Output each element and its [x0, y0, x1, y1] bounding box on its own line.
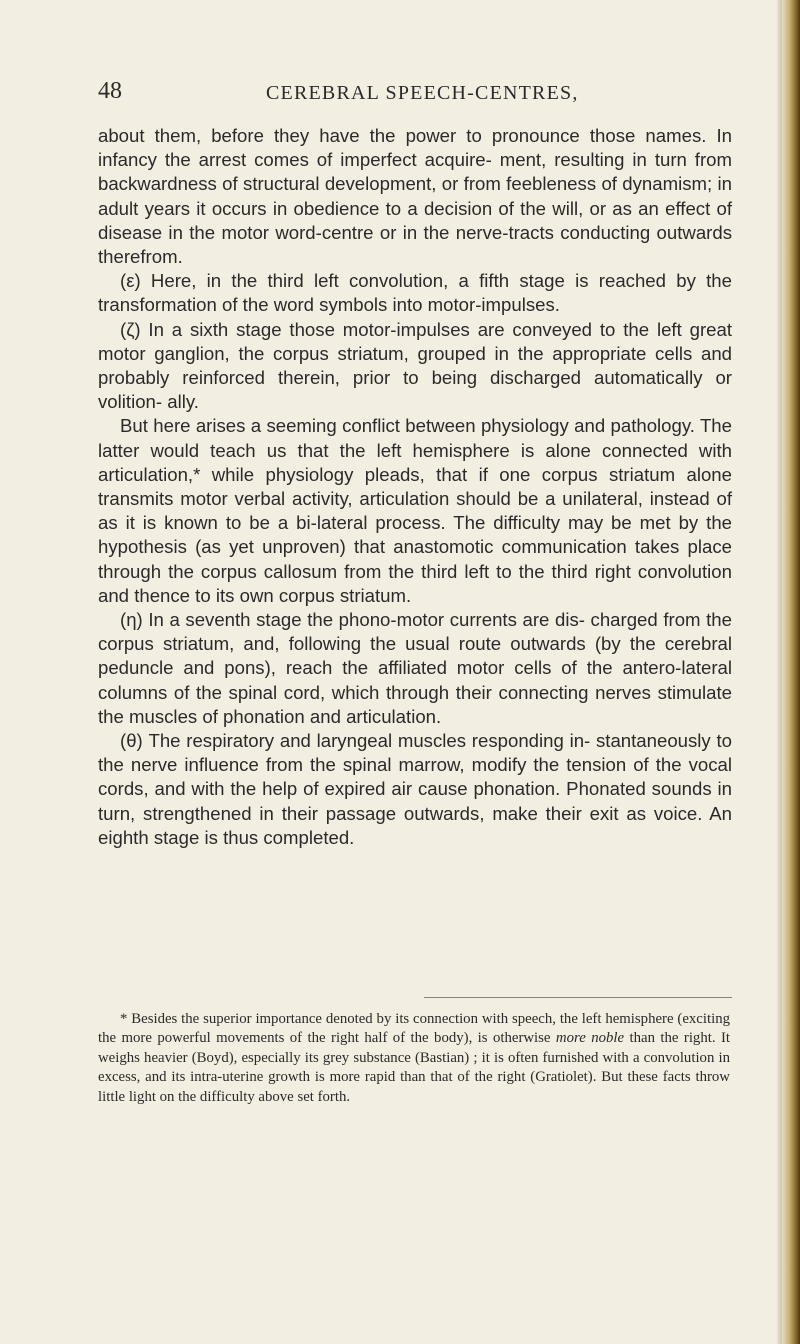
paragraph: (ε) Here, in the third left convolution, a fifth stage is reached by the transformation of the word symbols into motor-impulses. — [98, 270, 732, 316]
paragraph: about them, before they have the power to pronounce those names. In infancy the arrest comes of imperfect acquire- ment, resulting in turn from backwardness of structural development, or from feebleness of dynamism; in adult years it occurs in obedience to a decision of the will, or as an effect of disease in the motor word-centre or in the nerve-tracts conducting outwards therefrom. — [98, 125, 732, 268]
footnote-divider — [424, 997, 732, 998]
paragraph: (θ) The respiratory and laryngeal muscles responding in- stantaneously to the nerve influence from the spinal marrow, modify the tension of the vocal cords, and with the help of expired air cause phonation. Phonated sounds in turn, strengthened in their passage outwards, make their exit as voice. An eighth stage is thus completed. — [98, 730, 732, 848]
page-header — [98, 78, 738, 118]
book-spine — [782, 0, 800, 1344]
footnote-italic: more noble — [555, 1030, 625, 1047]
running-title: CEREBRAL SPEECH-CENTRES, — [266, 82, 579, 104]
paragraph: (η) In a seventh stage the phono-motor currents are dis- charged from the corpus striatum, and, following the usual route outwards (by the cerebral peduncle and pons), reach the affiliated motor cells of the antero-lateral columns of the spinal cord, which through their connecting nerves stimulate the muscles of phonation and articulation. — [98, 609, 732, 727]
footnote-text: * Besides the superior importance denoted by its connection with speech, the left hemisphere (exciting the more powerful movements of the right half of the body), is otherwise — [98, 1011, 730, 1047]
paragraph: But here arises a seeming conflict between physiology and pathology. The latter would teach us that the left hemisphere is alone connected with articulation,* while physiology pleads, that if one corpus striatum alone transmits motor verbal activity, articulation should be a unilateral, instead of as it is known to be a bi-lateral process. The difficulty may be met by the hypothesis (as yet unproven) that anastomotic communication takes place through the corpus callosum from the third left to the third right convolution and thence to its own corpus striatum. — [98, 415, 732, 606]
page-number: 48 — [98, 78, 122, 104]
footnote — [98, 1010, 730, 1107]
footnote-text: than the right. It weighs heavier (Boyd), especially its grey substance (Bastian) ; it is often furnished with a convolution in excess, and its intra-uterine growth is more rapid than that of the right (Gratiolet). But these facts throw little light on the difficulty above set forth. — [98, 1030, 730, 1105]
body-text — [98, 124, 732, 850]
paragraph: (ζ) In a sixth stage those motor-impulses are conveyed to the left great motor ganglion, the corpus striatum, grouped in the appropriate cells and probably reinforced therein, prior to being discharged automatically or volition- ally. — [98, 318, 732, 413]
